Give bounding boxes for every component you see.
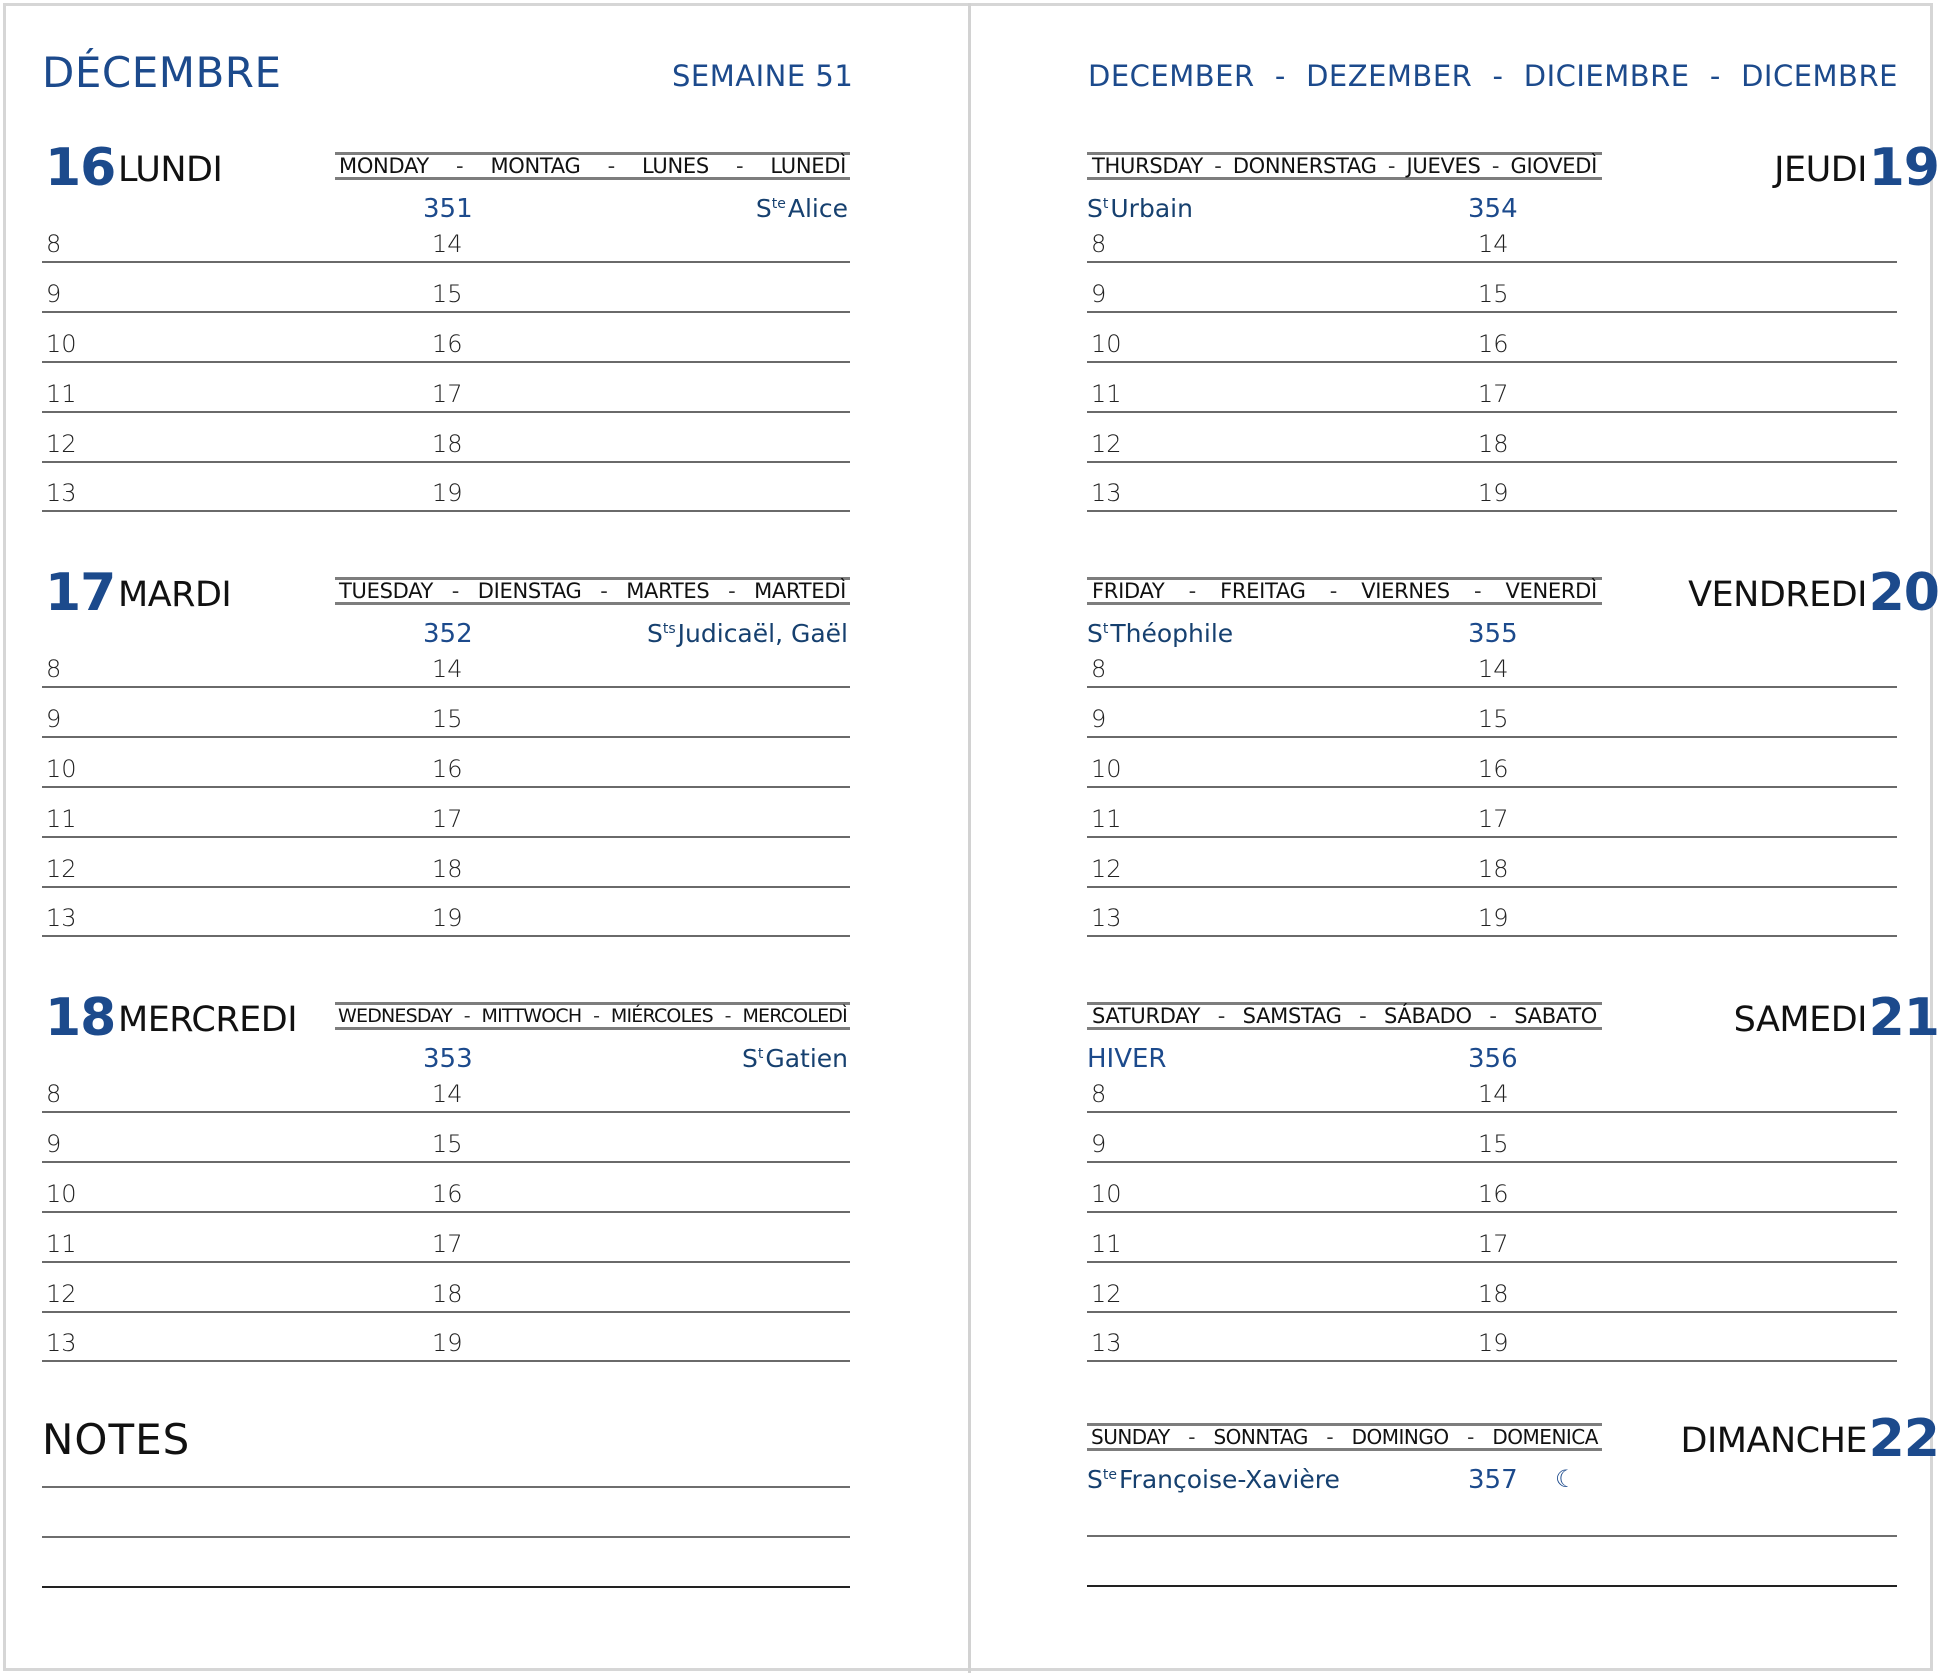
hour-label-afternoon: 14 bbox=[1478, 655, 1509, 683]
day-block-saturday bbox=[1045, 988, 1945, 1422]
hour-label-afternoon: 17 bbox=[1478, 1230, 1509, 1258]
day-of-year: 354 bbox=[1468, 194, 1518, 224]
month-es: DICIEMBRE bbox=[1523, 59, 1690, 93]
time-slot-row[interactable] bbox=[1087, 313, 1897, 363]
day-number: 22 bbox=[1868, 1409, 1939, 1469]
hour-label-morning: 12 bbox=[1091, 1280, 1122, 1308]
time-slot-row[interactable] bbox=[42, 688, 850, 738]
day-de: DONNERSTAG bbox=[1232, 154, 1377, 178]
hour-label-afternoon: 17 bbox=[432, 380, 463, 408]
hour-label-afternoon: 16 bbox=[1478, 330, 1509, 358]
time-slot-row[interactable] bbox=[42, 1063, 850, 1113]
day-es: MIÉRCOLES bbox=[610, 1005, 713, 1027]
hour-label-morning: 10 bbox=[46, 755, 77, 783]
page-spine-divider bbox=[968, 3, 971, 1673]
hour-label-afternoon: 14 bbox=[1478, 1080, 1509, 1108]
time-slot-row[interactable] bbox=[1087, 638, 1897, 688]
hour-label-morning: 12 bbox=[46, 430, 77, 458]
day-of-year: 352 bbox=[423, 619, 473, 649]
time-slot-row[interactable] bbox=[1087, 738, 1897, 788]
day-de: SONNTAG bbox=[1213, 1425, 1308, 1449]
day-number: 18 bbox=[45, 988, 116, 1048]
hour-label-morning: 9 bbox=[1091, 705, 1107, 733]
time-slot-row[interactable] bbox=[42, 1213, 850, 1263]
day-de: SAMSTAG bbox=[1242, 1004, 1342, 1028]
hour-label-morning: 11 bbox=[1091, 805, 1122, 833]
day-de: DIENSTAG bbox=[477, 579, 582, 603]
hour-label-afternoon: 17 bbox=[432, 805, 463, 833]
saint-of-day: $S^tUrbain$ bbox=[1087, 194, 1193, 223]
hour-label-morning: 8 bbox=[1091, 230, 1107, 258]
time-slot-row[interactable] bbox=[1087, 838, 1897, 888]
hour-label-afternoon: 16 bbox=[1478, 755, 1509, 783]
day-number: 16 bbox=[45, 138, 116, 198]
day-de: MONTAG bbox=[490, 154, 581, 178]
time-slot-row[interactable] bbox=[42, 462, 850, 512]
hour-label-morning: 11 bbox=[1091, 1230, 1122, 1258]
notes-title: NOTES bbox=[42, 1415, 191, 1464]
month-en: DECEMBER bbox=[1088, 59, 1255, 93]
hour-label-afternoon: 16 bbox=[432, 755, 463, 783]
separator: - bbox=[1709, 59, 1721, 93]
day-name-fr: SAMEDI bbox=[1733, 1000, 1867, 1040]
day-it: GIOVEDÌ bbox=[1510, 154, 1597, 178]
hour-label-morning: 10 bbox=[1091, 755, 1122, 783]
time-slot-row[interactable] bbox=[42, 363, 850, 413]
time-slot-row[interactable] bbox=[42, 788, 850, 838]
time-slot-row[interactable] bbox=[1087, 1263, 1897, 1313]
day-block-wednesday bbox=[0, 988, 900, 1422]
day-en: TUESDAY bbox=[339, 579, 434, 603]
hour-label-afternoon: 15 bbox=[1478, 280, 1509, 308]
hour-label-morning: 13 bbox=[1091, 479, 1122, 507]
time-slot-row[interactable] bbox=[1087, 413, 1897, 463]
day-name-fr: VENDREDI bbox=[1688, 575, 1867, 615]
day-it: LUNEDÌ bbox=[770, 154, 846, 178]
hour-label-morning: 11 bbox=[46, 380, 77, 408]
hour-label-morning: 10 bbox=[46, 1180, 77, 1208]
day-de: FREITAG bbox=[1220, 579, 1306, 603]
hour-label-afternoon: 18 bbox=[432, 855, 463, 883]
hour-label-afternoon: 16 bbox=[432, 330, 463, 358]
day-name-fr: JEUDI bbox=[1774, 150, 1867, 190]
hour-label-morning: 10 bbox=[46, 330, 77, 358]
day-it: MERCOLEDÌ bbox=[742, 1005, 847, 1027]
saint-of-day: $S^tGatien$ bbox=[741, 1044, 848, 1073]
day-number: 19 bbox=[1868, 138, 1939, 198]
multilang-day-header: SATURDAY - SAMSTAG - SÁBADO - SABATO bbox=[1087, 1002, 1602, 1030]
hour-label-morning: 9 bbox=[1091, 280, 1107, 308]
hour-label-afternoon: 19 bbox=[432, 479, 463, 507]
day-en: WEDNESDAY bbox=[338, 1005, 452, 1027]
season-label: HIVER bbox=[1087, 1044, 1167, 1074]
day-number: 20 bbox=[1868, 563, 1939, 623]
time-slot-row[interactable] bbox=[42, 638, 850, 688]
day-number: 21 bbox=[1868, 988, 1939, 1048]
time-slot-row[interactable] bbox=[42, 263, 850, 313]
multilang-day-header: SUNDAY - SONNTAG - DOMINGO - DOMENICA bbox=[1087, 1423, 1602, 1451]
hour-label-morning: 9 bbox=[1091, 1130, 1107, 1158]
month-de: DEZEMBER bbox=[1306, 59, 1473, 93]
time-slot-row[interactable] bbox=[42, 838, 850, 888]
hour-label-afternoon: 14 bbox=[432, 230, 463, 258]
sunday-line[interactable] bbox=[1087, 1585, 1897, 1587]
hour-label-afternoon: 17 bbox=[1478, 380, 1509, 408]
saint-of-day: $S^{ts}Judicaël$, Gaël bbox=[646, 619, 848, 648]
time-slot-row[interactable] bbox=[42, 738, 850, 788]
time-slot-row[interactable] bbox=[1087, 213, 1897, 263]
hour-label-morning: 8 bbox=[46, 655, 62, 683]
day-name-fr: LUNDI bbox=[118, 150, 223, 190]
hour-label-morning: 8 bbox=[46, 230, 62, 258]
saint-of-day: $S^{te}Françoise$-Xavière bbox=[1087, 1465, 1340, 1494]
hour-label-afternoon: 14 bbox=[1478, 230, 1509, 258]
multilang-day-header: TUESDAY - DIENSTAG - MARTES - MARTEDÌ bbox=[335, 577, 850, 605]
month-title-multilang bbox=[1088, 59, 1898, 93]
day-name-fr: DIMANCHE bbox=[1680, 1421, 1867, 1461]
hour-label-afternoon: 16 bbox=[1478, 1180, 1509, 1208]
hour-label-morning: 13 bbox=[46, 1329, 77, 1357]
day-of-year: 357 bbox=[1468, 1465, 1518, 1495]
hour-label-afternoon: 18 bbox=[1478, 1280, 1509, 1308]
week-label: SEMAINE 51 bbox=[672, 59, 854, 93]
day-es: MARTES bbox=[626, 579, 710, 603]
day-es: LUNES bbox=[642, 154, 709, 178]
time-slot-row[interactable] bbox=[1087, 462, 1897, 512]
day-it: MARTEDÌ bbox=[754, 579, 846, 603]
day-block-monday bbox=[0, 138, 900, 572]
multilang-day-header: WEDNESDAY - MITTWOCH - MIÉRCOLES - MERCOLEDÌ bbox=[335, 1002, 850, 1030]
hour-label-morning: 9 bbox=[46, 280, 62, 308]
month-it: DICEMBRE bbox=[1741, 59, 1898, 93]
hour-label-morning: 11 bbox=[1091, 380, 1122, 408]
day-of-year: 355 bbox=[1468, 619, 1518, 649]
notes-line[interactable] bbox=[42, 1586, 850, 1588]
moon-phase-icon: ☾ bbox=[1555, 1465, 1577, 1493]
notes-line[interactable] bbox=[42, 1486, 850, 1488]
hour-label-morning: 13 bbox=[1091, 1329, 1122, 1357]
time-slot-row[interactable] bbox=[1087, 363, 1897, 413]
day-en: MONDAY bbox=[339, 154, 429, 178]
hour-label-afternoon: 18 bbox=[432, 1280, 463, 1308]
saint-of-day: $S^{te}Alice$ bbox=[755, 194, 848, 223]
day-es: VIERNES bbox=[1361, 579, 1450, 603]
hour-label-morning: 9 bbox=[46, 1130, 62, 1158]
day-es: DOMINGO bbox=[1351, 1425, 1449, 1449]
time-slot-row[interactable] bbox=[1087, 1213, 1897, 1263]
day-of-year: 353 bbox=[423, 1044, 473, 1074]
sunday-line[interactable] bbox=[1087, 1535, 1897, 1537]
day-es: JUEVES bbox=[1406, 154, 1481, 178]
hour-label-morning: 12 bbox=[46, 855, 77, 883]
saint-of-day: $S^tThéophile$ bbox=[1087, 619, 1234, 648]
hour-label-morning: 8 bbox=[1091, 1080, 1107, 1108]
day-of-year: 356 bbox=[1468, 1044, 1518, 1074]
time-slot-row[interactable] bbox=[42, 1263, 850, 1313]
hour-label-morning: 11 bbox=[46, 1230, 77, 1258]
time-slot-row[interactable] bbox=[1087, 1113, 1897, 1163]
hour-label-afternoon: 17 bbox=[432, 1230, 463, 1258]
hour-label-afternoon: 15 bbox=[432, 705, 463, 733]
hour-label-afternoon: 14 bbox=[432, 1080, 463, 1108]
time-slot-row[interactable] bbox=[1087, 263, 1897, 313]
time-slot-row[interactable] bbox=[1087, 1063, 1897, 1113]
multilang-day-header: FRIDAY - FREITAG - VIERNES - VENERDÌ bbox=[1087, 577, 1602, 605]
time-slot-row[interactable] bbox=[42, 1312, 850, 1362]
hour-label-afternoon: 15 bbox=[1478, 1130, 1509, 1158]
day-it: DOMENICA bbox=[1492, 1425, 1598, 1449]
hour-label-afternoon: 15 bbox=[432, 1130, 463, 1158]
hour-label-afternoon: 19 bbox=[1478, 479, 1509, 507]
day-it: SABATO bbox=[1514, 1004, 1597, 1028]
hour-label-afternoon: 18 bbox=[432, 430, 463, 458]
month-title-fr: DÉCEMBRE bbox=[42, 48, 282, 97]
day-it: VENERDÌ bbox=[1505, 579, 1597, 603]
hour-label-morning: 8 bbox=[46, 1080, 62, 1108]
time-slot-row[interactable] bbox=[42, 887, 850, 937]
hour-label-afternoon: 18 bbox=[1478, 430, 1509, 458]
day-name-fr: MERCREDI bbox=[118, 1000, 298, 1040]
hour-label-afternoon: 18 bbox=[1478, 855, 1509, 883]
hour-label-morning: 13 bbox=[46, 904, 77, 932]
separator: - bbox=[1492, 59, 1504, 93]
day-block-friday bbox=[1045, 563, 1945, 997]
hour-label-morning: 12 bbox=[1091, 855, 1122, 883]
day-en: SUNDAY bbox=[1091, 1425, 1170, 1449]
hour-label-afternoon: 19 bbox=[1478, 904, 1509, 932]
multilang-day-header: THURSDAY - DONNERSTAG - JUEVES - GIOVEDÌ bbox=[1087, 152, 1602, 180]
day-number: 17 bbox=[45, 563, 116, 623]
separator: - bbox=[1274, 59, 1286, 93]
hour-label-morning: 12 bbox=[46, 1280, 77, 1308]
time-slot-row[interactable] bbox=[1087, 1312, 1897, 1362]
time-slot-row[interactable] bbox=[42, 313, 850, 363]
hour-label-morning: 11 bbox=[46, 805, 77, 833]
hour-label-afternoon: 16 bbox=[432, 1180, 463, 1208]
hour-label-afternoon: 19 bbox=[1478, 1329, 1509, 1357]
time-slot-row[interactable] bbox=[1087, 1163, 1897, 1213]
hour-label-morning: 12 bbox=[1091, 430, 1122, 458]
hour-label-afternoon: 17 bbox=[1478, 805, 1509, 833]
day-block-tuesday bbox=[0, 563, 900, 997]
time-slot-row[interactable] bbox=[1087, 688, 1897, 738]
time-slot-row[interactable] bbox=[1087, 788, 1897, 838]
multilang-day-header: MONDAY - MONTAG - LUNES - LUNEDÌ bbox=[335, 152, 850, 180]
day-block-thursday bbox=[1045, 138, 1945, 572]
day-of-year: 351 bbox=[423, 194, 473, 224]
day-de: MITTWOCH bbox=[481, 1005, 582, 1027]
notes-line[interactable] bbox=[42, 1536, 850, 1538]
day-en: SATURDAY bbox=[1092, 1004, 1201, 1028]
time-slot-row[interactable] bbox=[42, 213, 850, 263]
time-slot-row[interactable] bbox=[42, 413, 850, 463]
hour-label-morning: 13 bbox=[46, 479, 77, 507]
hour-label-morning: 10 bbox=[1091, 1180, 1122, 1208]
time-slot-row[interactable] bbox=[1087, 887, 1897, 937]
hour-label-morning: 10 bbox=[1091, 330, 1122, 358]
hour-label-afternoon: 15 bbox=[1478, 705, 1509, 733]
day-name-fr: MARDI bbox=[118, 575, 232, 615]
day-block-sunday bbox=[1045, 1409, 1945, 1603]
hour-label-afternoon: 14 bbox=[432, 655, 463, 683]
day-en: FRIDAY bbox=[1092, 579, 1165, 603]
hour-label-morning: 13 bbox=[1091, 904, 1122, 932]
time-slot-row[interactable] bbox=[42, 1113, 850, 1163]
hour-label-afternoon: 15 bbox=[432, 280, 463, 308]
time-slot-row[interactable] bbox=[42, 1163, 850, 1213]
hour-label-afternoon: 19 bbox=[432, 1329, 463, 1357]
hour-label-morning: 8 bbox=[1091, 655, 1107, 683]
hour-label-morning: 9 bbox=[46, 705, 62, 733]
day-en: THURSDAY bbox=[1092, 154, 1203, 178]
hour-label-afternoon: 19 bbox=[432, 904, 463, 932]
day-es: SÁBADO bbox=[1384, 1004, 1472, 1028]
